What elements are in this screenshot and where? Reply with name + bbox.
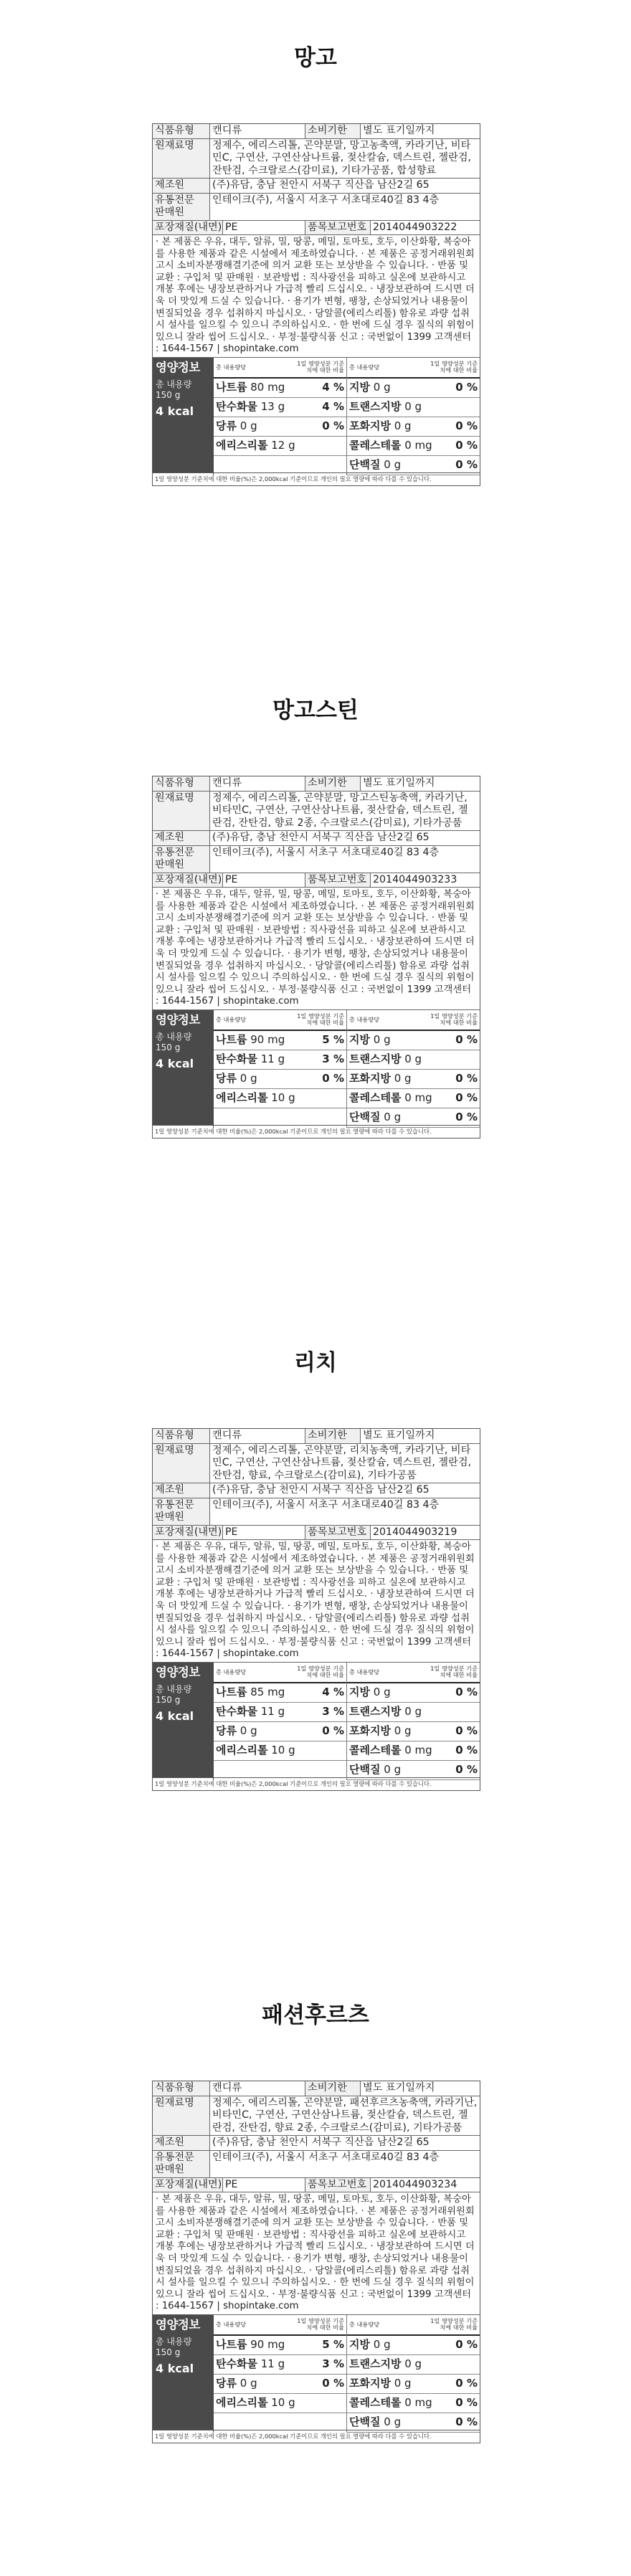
- seller-value: 인테이크(주), 서울시 서초구 서초대로40길 83 4층: [212, 846, 440, 858]
- label-row-packaging: [153, 2178, 480, 2193]
- nutrient-percent: 4 %: [322, 1686, 344, 1699]
- nutrient-name: 트랜스지방: [349, 2357, 402, 2371]
- nutrient-name: 지방: [349, 2338, 370, 2352]
- nutrient-percent: 0 %: [322, 2377, 344, 2390]
- nutrient-amount: 0 mg: [404, 2396, 432, 2410]
- food-type-value: 캔디류: [212, 777, 242, 789]
- packaging-label: 포장재질(내면): [153, 221, 223, 235]
- nutrient-row: [214, 379, 346, 398]
- nutrition-title: 영양정보: [156, 1012, 200, 1027]
- calories: 4 kcal: [156, 404, 194, 419]
- packaging-label: 포장재질(내면): [153, 1526, 223, 1540]
- report-number-label: 품목보고번호: [305, 1526, 371, 1540]
- food-label: [152, 123, 480, 486]
- nutrition-footnote: 1일 영양성분 기준치에 대한 비율(%)은 2,000kcal 기준이므로 개인의 필요 열량에 따라 다를 수 있습니다.: [153, 1777, 480, 1790]
- label-row-maker: [153, 2136, 480, 2151]
- expiry-value: 별도 표기일까지: [363, 1430, 435, 1441]
- caution-notice: · 본 제품은 우유, 대두, 알류, 밀, 땅콩, 메밀, 토마토, 호두, 이산화황, 복숭아를 사용한 제품과 같은 시설에서 제조하였습니다. · 본 제품은 공정거래위원회고시 소비자분쟁해결기준에 의거 교환 또는 보상받을 수 있습니다. · 반품 및 교환 : 구입처 및 판매원 · 보관방법 : 직사광선을 피하고 실온에 보관하시고 개봉 후에는 냉장보관하거나 가급적 빨리 드십시오. · 냉장보관하여 드시면 더욱 더 맛있게 드실 수 있습니다. · 용기가 변형, 팽창, 손상되었거나 내용물이 변질되었을 경우 섭취하지 마십시오. · 당알콜(에리스리톨) 함유로 과량 섭취 시 설사를 일으킬 수 있으니 주의하십시오. · 한 번에 드실 경우 질식의 위험이 있으니 잘라 씹어 드십시오. · 부정·불량식품 신고 : 국번없이 1399 고객센터 : 1644-1567 | shopintake.com: [153, 235, 480, 358]
- nutrient-name: 에리스리톨: [216, 439, 268, 452]
- nutrient-amount: 0 mg: [404, 1091, 432, 1105]
- nutrition-footnote: 1일 영양성분 기준치에 대한 비율(%)은 2,000kcal 기준이므로 개인의 필요 열량에 따라 다를 수 있습니다.: [153, 2430, 480, 2443]
- nutrient-row: [214, 1741, 346, 1761]
- nutrient-percent: 0 %: [322, 419, 344, 433]
- nutrient-column-header: [214, 1010, 346, 1031]
- packaging-value: PE: [225, 2178, 238, 2190]
- maker-label: 제조원: [153, 831, 210, 845]
- expiry-label: 소비기한: [305, 776, 361, 791]
- nutrient-percent: 3 %: [322, 1705, 344, 1719]
- nutrient-name: 당류: [216, 1724, 237, 1738]
- maker-value: (주)유담, 충남 천안시 서북구 직산읍 남산2길 65: [212, 832, 430, 843]
- maker-value: (주)유담, 충남 천안시 서북구 직산읍 남산2길 65: [212, 179, 430, 191]
- nutrient-amount: 0 g: [404, 2357, 422, 2371]
- nutrient-row: [214, 1031, 346, 1050]
- report-number-value: 2014044903234: [373, 2178, 457, 2190]
- report-number-label: 품목보고번호: [305, 2178, 371, 2192]
- nutrient-column-left: [214, 2315, 346, 2433]
- seller-value: 인테이크(주), 서울시 서초구 서초대로40길 83 4층: [212, 2151, 440, 2163]
- nutrient-column-header: [347, 1010, 480, 1031]
- product-title: 리치: [294, 1350, 337, 1376]
- total-amount: 총 내용량 150 g: [156, 379, 192, 401]
- nutrient-name: 에리스리톨: [216, 1744, 268, 1757]
- label-row-seller: [153, 194, 480, 221]
- nutrient-column-right: [346, 1663, 480, 1780]
- nutrient-row: [347, 1761, 480, 1780]
- food-type-label: 식품유형: [153, 124, 210, 138]
- nutrition-facts: [153, 2315, 480, 2430]
- nutrient-percent: 3 %: [322, 1052, 344, 1066]
- total-amount: 총 내용량 150 g: [156, 2337, 192, 2358]
- nutrient-name: 탄수화물: [216, 1705, 257, 1719]
- food-type-value: 캔디류: [212, 1430, 242, 1441]
- nutrient-amount: 90 mg: [250, 2338, 285, 2352]
- calories: 4 kcal: [156, 2362, 194, 2376]
- nutrient-percent: 0 %: [322, 1072, 344, 1085]
- nutrient-amount: 11 g: [260, 1705, 285, 1719]
- nutrient-percent: 0 %: [455, 1686, 478, 1699]
- calories: 4 kcal: [156, 1057, 194, 1071]
- label-row-ingredients: [153, 792, 480, 832]
- per-total-label: 총 내용량당: [216, 363, 247, 371]
- food-type-label: 식품유형: [153, 2081, 210, 2096]
- nutrient-percent: 0 %: [455, 2396, 478, 2410]
- nutrient-row: [347, 417, 480, 437]
- label-row-packaging: [153, 221, 480, 236]
- nutrient-amount: 0 g: [373, 2338, 391, 2352]
- nutrient-name: 포화지방: [349, 419, 391, 433]
- label-row-seller: [153, 2151, 480, 2178]
- ingredients-value: 정제수, 에리스리톨, 곤약분말, 패션후르츠농축액, 카라기난, 비타민C, 구연산, 구연산삼나트륨, 젖산칼슘, 덱스트린, 젤란검, 잔탄검, 향료 2종, 수크랄로스(감미료), 기타가공품: [212, 2096, 478, 2134]
- nutrient-amount: 0 g: [384, 458, 402, 472]
- nutrient-name: 포화지방: [349, 1072, 391, 1085]
- food-type-label: 식품유형: [153, 776, 210, 791]
- nutrition-facts: [153, 1663, 480, 1777]
- seller-value: 인테이크(주), 서울시 서초구 서초대로40길 83 4층: [212, 1498, 440, 1511]
- nutrient-amount: 0 g: [239, 2377, 257, 2390]
- label-row-food-type: [153, 776, 480, 792]
- nutrient-row: [347, 398, 480, 417]
- ingredients-label: 원재료명: [153, 2096, 210, 2136]
- caution-notice: · 본 제품은 우유, 대두, 알류, 밀, 땅콩, 메밀, 토마토, 호두, 이산화황, 복숭아를 사용한 제품과 같은 시설에서 제조하였습니다. · 본 제품은 공정거래위원회고시 소비자분쟁해결기준에 의거 교환 또는 보상받을 수 있습니다. · 반품 및 교환 : 구입처 및 판매원 · 보관방법 : 직사광선을 피하고 실온에 보관하시고 개봉 후에는 냉장보관하거나 가급적 빨리 드십시오. · 냉장보관하여 드시면 더욱 더 맛있게 드실 수 있습니다. · 용기가 변형, 팽창, 손상되었거나 내용물이 변질되었을 경우 섭취하지 마십시오. · 당알콜(에리스리톨) 함유로 과량 섭취 시 설사를 일으킬 수 있으니 주의하십시오. · 한 번에 드실 경우 질식의 위험이 있으니 잘라 씹어 드십시오. · 부정·불량식품 신고 : 국번없이 1399 고객센터 : 1644-1567 | shopintake.com: [153, 888, 480, 1010]
- nutrient-amount: 0 g: [404, 400, 422, 414]
- nutrient-percent: 0 %: [455, 1072, 478, 1085]
- nutrient-name: 에리스리톨: [216, 1091, 268, 1105]
- expiry-value: 별도 표기일까지: [363, 2082, 435, 2093]
- nutrient-name: 탄수화물: [216, 1052, 257, 1066]
- nutrient-column-left: [214, 1010, 346, 1128]
- daily-value-label: 1일 영양성분 기준치에 대한 비율: [297, 1665, 344, 1679]
- label-row-food-type: [153, 1429, 480, 1444]
- nutrient-name: 나트륨: [216, 381, 247, 394]
- nutrient-percent: 0 %: [455, 1744, 478, 1757]
- nutrient-amount: 80 mg: [250, 381, 285, 394]
- nutrient-row: [214, 1683, 346, 1703]
- nutrition-facts: [153, 358, 480, 472]
- nutrient-amount: 0 g: [239, 1724, 257, 1738]
- nutrient-row: [347, 1741, 480, 1761]
- label-row-seller: [153, 846, 480, 873]
- nutrient-amount: 0 g: [404, 1052, 422, 1066]
- nutrient-amount: 0 g: [394, 1724, 412, 1738]
- label-row-ingredients: [153, 1444, 480, 1484]
- nutrition-title: 영양정보: [156, 1665, 200, 1679]
- packaging-label: 포장재질(내면): [153, 2178, 223, 2192]
- daily-value-label: 1일 영양성분 기준치에 대한 비율: [297, 2317, 344, 2332]
- nutrient-amount: 10 g: [271, 2396, 295, 2410]
- nutrient-name: 에리스리톨: [216, 2396, 268, 2410]
- per-total-label: 총 내용량당: [349, 1015, 380, 1023]
- nutrient-amount: 0 mg: [404, 1744, 432, 1757]
- nutrient-name: 트랜스지방: [349, 400, 402, 414]
- nutrient-name: 탄수화물: [216, 2357, 257, 2371]
- nutrition-summary: [153, 358, 213, 472]
- food-type-value: 캔디류: [212, 125, 242, 136]
- nutrient-percent: 0 %: [322, 1724, 344, 1738]
- nutrient-row: [347, 1050, 480, 1070]
- nutrient-percent: 0 %: [455, 1724, 478, 1738]
- nutrient-row: [214, 398, 346, 417]
- seller-value: 인테이크(주), 서울시 서초구 서초대로40길 83 4층: [212, 194, 440, 206]
- nutrient-amount: 85 mg: [250, 1686, 285, 1699]
- nutrient-row: [347, 456, 480, 475]
- label-row-packaging: [153, 873, 480, 888]
- nutrition-summary: [153, 1010, 213, 1125]
- nutrient-name: 트랜스지방: [349, 1705, 402, 1719]
- nutrient-percent: 0 %: [455, 1033, 478, 1047]
- ingredients-label: 원재료명: [153, 792, 210, 831]
- daily-value-label: 1일 영양성분 기준치에 대한 비율: [430, 1012, 478, 1027]
- product-title: 망고스틴: [272, 698, 359, 723]
- nutrient-row: [214, 2336, 346, 2355]
- nutrient-percent: 0 %: [455, 381, 478, 394]
- nutrient-row: [347, 2336, 480, 2355]
- nutrient-column-header: [347, 2315, 480, 2336]
- food-label: [152, 776, 480, 1139]
- nutrient-percent: 0 %: [455, 458, 478, 472]
- nutrient-amount: 13 g: [260, 400, 285, 414]
- nutrient-name: 콜레스테롤: [349, 1091, 402, 1105]
- ingredients-value: 정제수, 에리스리톨, 곤약분말, 망고스틴농축액, 카라기난, 비타민C, 구연산, 구연산삼나트륨, 젖산칼슘, 덱스트린, 젤란검, 잔탄검, 향료 2종, 수크랄로스(감미료), 기타가공품: [212, 792, 468, 829]
- nutrient-row: [347, 2394, 480, 2413]
- nutrient-row: [347, 1683, 480, 1703]
- per-total-label: 총 내용량당: [216, 1015, 247, 1023]
- nutrient-amount: 0 g: [373, 1686, 391, 1699]
- caution-notice: · 본 제품은 우유, 대두, 알류, 밀, 땅콩, 메밀, 토마토, 호두, 이산화황, 복숭아를 사용한 제품과 같은 시설에서 제조하였습니다. · 본 제품은 공정거래위원회고시 소비자분쟁해결기준에 의거 교환 또는 보상받을 수 있습니다. · 반품 및 교환 : 구입처 및 판매원 · 보관방법 : 직사광선을 피하고 실온에 보관하시고 개봉 후에는 냉장보관하거나 가급적 빨리 드십시오. · 냉장보관하여 드시면 더욱 더 맛있게 드실 수 있습니다. · 용기가 변형, 팽창, 손상되었거나 내용물이 변질되었을 경우 섭취하지 마십시오. · 당알콜(에리스리톨) 함유로 과량 섭취 시 설사를 일으킬 수 있으니 주의하십시오. · 한 번에 드실 경우 질식의 위험이 있으니 잘라 씹어 드십시오. · 부정·불량식품 신고 : 국번없이 1399 고객센터 : 1644-1567 | shopintake.com: [153, 1540, 480, 1663]
- nutrient-column-left: [214, 1663, 346, 1780]
- nutrient-column-header: [214, 358, 346, 379]
- expiry-value: 별도 표기일까지: [363, 777, 435, 789]
- packaging-value: PE: [225, 1526, 238, 1538]
- daily-value-label: 1일 영양성분 기준치에 대한 비율: [430, 1665, 478, 1679]
- nutrient-row: [214, 1089, 346, 1108]
- nutrient-column-left: [214, 358, 346, 475]
- nutrient-name: 지방: [349, 381, 370, 394]
- per-total-label: 총 내용량당: [349, 363, 380, 371]
- daily-value-label: 1일 영양성분 기준치에 대한 비율: [297, 360, 344, 374]
- nutrient-row: [347, 1070, 480, 1089]
- nutrient-name: 나트륨: [216, 2338, 247, 2352]
- ingredients-label: 원재료명: [153, 139, 210, 179]
- nutrient-row: [214, 1050, 346, 1070]
- nutrient-name: 지방: [349, 1686, 370, 1699]
- seller-label: 유통전문 판매원: [153, 2151, 210, 2177]
- nutrient-percent: 0 %: [455, 1763, 478, 1777]
- nutrient-name: 탄수화물: [216, 400, 257, 414]
- food-label: [152, 2081, 480, 2443]
- total-amount: 총 내용량 150 g: [156, 1032, 192, 1053]
- nutrient-row: [347, 1722, 480, 1741]
- maker-value: (주)유담, 충남 천안시 서북구 직산읍 남산2길 65: [212, 1484, 430, 1496]
- nutrient-name: 콜레스테롤: [349, 439, 402, 452]
- nutrient-row: [214, 2375, 346, 2394]
- nutrient-column-right: [346, 1010, 480, 1128]
- nutrient-amount: 0 g: [394, 419, 412, 433]
- nutrient-percent: 3 %: [322, 2357, 344, 2371]
- nutrient-name: 단백질: [349, 1111, 381, 1124]
- nutrient-name: 콜레스테롤: [349, 2396, 402, 2410]
- nutrient-row: [347, 2375, 480, 2394]
- nutrient-row: [347, 1703, 480, 1722]
- nutrient-amount: 0 g: [384, 1763, 402, 1777]
- nutrient-amount: 0 g: [394, 1072, 412, 1085]
- nutrient-amount: 0 g: [394, 2377, 412, 2390]
- nutrient-amount: 90 mg: [250, 1033, 285, 1047]
- maker-label: 제조원: [153, 2136, 210, 2150]
- nutrient-percent: 4 %: [322, 381, 344, 394]
- per-total-label: 총 내용량당: [216, 2320, 247, 2328]
- nutrient-column-header: [347, 1663, 480, 1683]
- nutrient-column-header: [214, 1663, 346, 1683]
- nutrient-amount: 0 g: [373, 1033, 391, 1047]
- nutrient-amount: 0 g: [404, 1705, 422, 1719]
- label-row-seller: [153, 1498, 480, 1526]
- nutrition-footnote: 1일 영양성분 기준치에 대한 비율(%)은 2,000kcal 기준이므로 개인의 필요 열량에 따라 다를 수 있습니다.: [153, 472, 480, 485]
- nutrient-percent: 4 %: [322, 400, 344, 414]
- nutrient-name: 지방: [349, 1033, 370, 1047]
- maker-label: 제조원: [153, 1483, 210, 1498]
- nutrition-summary: [153, 2315, 213, 2430]
- nutrient-row: [214, 1703, 346, 1722]
- nutrient-amount: 0 g: [373, 381, 391, 394]
- nutrient-row: [347, 2355, 480, 2375]
- nutrient-amount: 12 g: [271, 439, 295, 452]
- report-number-label: 품목보고번호: [305, 873, 371, 888]
- per-total-label: 총 내용량당: [216, 1668, 247, 1676]
- nutrient-percent: 0 %: [455, 2377, 478, 2390]
- report-number-value: 2014044903222: [373, 221, 457, 233]
- nutrient-row: [347, 2413, 480, 2433]
- nutrient-row: [214, 2394, 346, 2413]
- nutrient-row: [214, 437, 346, 456]
- nutrient-amount: 11 g: [260, 1052, 285, 1066]
- label-row-ingredients: [153, 139, 480, 179]
- total-amount: 총 내용량 150 g: [156, 1684, 192, 1706]
- per-total-label: 총 내용량당: [349, 1668, 380, 1676]
- packaging-label: 포장재질(내면): [153, 873, 223, 888]
- label-row-maker: [153, 831, 480, 846]
- nutrient-amount: 11 g: [260, 2357, 285, 2371]
- nutrient-name: 나트륨: [216, 1033, 247, 1047]
- nutrition-title: 영양정보: [156, 360, 200, 374]
- maker-value: (주)유담, 충남 천안시 서북구 직산읍 남산2길 65: [212, 2137, 430, 2148]
- food-type-value: 캔디류: [212, 2082, 242, 2093]
- nutrient-row: [347, 1108, 480, 1128]
- report-number-value: 2014044903219: [373, 1526, 457, 1538]
- label-row-food-type: [153, 2081, 480, 2096]
- report-number-value: 2014044903233: [373, 873, 457, 885]
- per-total-label: 총 내용량당: [349, 2320, 380, 2328]
- packaging-value: PE: [225, 873, 238, 885]
- daily-value-label: 1일 영양성분 기준치에 대한 비율: [297, 1012, 344, 1027]
- nutrient-row: [347, 1089, 480, 1108]
- seller-label: 유통전문 판매원: [153, 1498, 210, 1525]
- nutrient-percent: 0 %: [455, 2338, 478, 2352]
- nutrient-percent: 5 %: [322, 2338, 344, 2352]
- calories: 4 kcal: [156, 1709, 194, 1724]
- report-number-label: 품목보고번호: [305, 221, 371, 235]
- nutrient-row: [214, 1722, 346, 1741]
- nutrient-percent: 0 %: [455, 1111, 478, 1124]
- expiry-label: 소비기한: [305, 124, 361, 138]
- seller-label: 유통전문 판매원: [153, 846, 210, 873]
- maker-label: 제조원: [153, 179, 210, 193]
- nutrient-name: 콜레스테롤: [349, 1744, 402, 1757]
- nutrient-row: [214, 2355, 346, 2375]
- nutrient-name: 포화지방: [349, 1724, 391, 1738]
- nutrient-amount: 0 g: [384, 1111, 402, 1124]
- nutrient-column-header: [347, 358, 480, 379]
- nutrition-title: 영양정보: [156, 2317, 200, 2332]
- nutrient-row: [214, 1070, 346, 1089]
- nutrient-name: 당류: [216, 419, 237, 433]
- nutrient-name: 당류: [216, 2377, 237, 2390]
- expiry-label: 소비기한: [305, 2081, 361, 2096]
- daily-value-label: 1일 영양성분 기준치에 대한 비율: [430, 360, 478, 374]
- nutrient-amount: 10 g: [271, 1091, 295, 1105]
- nutrient-row: [347, 437, 480, 456]
- nutrient-name: 나트륨: [216, 1686, 247, 1699]
- nutrient-amount: 10 g: [271, 1744, 295, 1757]
- nutrient-row: [347, 1031, 480, 1050]
- nutrient-row: [347, 379, 480, 398]
- expiry-value: 별도 표기일까지: [363, 125, 435, 136]
- nutrient-percent: 0 %: [455, 439, 478, 452]
- nutrient-percent: 0 %: [455, 419, 478, 433]
- ingredients-label: 원재료명: [153, 1444, 210, 1483]
- label-row-maker: [153, 179, 480, 194]
- nutrient-percent: 0 %: [455, 2415, 478, 2429]
- nutrient-amount: 0 g: [384, 2415, 402, 2429]
- nutrition-facts: [153, 1010, 480, 1125]
- nutrient-amount: 0 mg: [404, 439, 432, 452]
- nutrient-name: 단백질: [349, 458, 381, 472]
- packaging-value: PE: [225, 221, 238, 233]
- nutrient-percent: 0 %: [455, 1091, 478, 1105]
- nutrient-name: 포화지방: [349, 2377, 391, 2390]
- ingredients-value: 정제수, 에리스리톨, 곤약분말, 리치농축액, 카라기난, 비타민C, 구연산, 구연산삼나트륨, 젖산칼슘, 덱스트린, 젤란검, 잔탄검, 향료, 수크랄로스(감미료), 기타가공품: [212, 1444, 472, 1481]
- nutrient-column-right: [346, 2315, 480, 2433]
- nutrient-name: 단백질: [349, 1763, 381, 1777]
- nutrient-column-right: [346, 358, 480, 475]
- nutrient-name: 당류: [216, 1072, 237, 1085]
- product-title: 패션후르츠: [262, 2002, 369, 2028]
- food-label: [152, 1428, 480, 1791]
- nutrient-name: 단백질: [349, 2415, 381, 2429]
- nutrient-column-header: [214, 2315, 346, 2336]
- label-row-packaging: [153, 1526, 480, 1541]
- label-row-food-type: [153, 124, 480, 139]
- expiry-label: 소비기한: [305, 1429, 361, 1443]
- label-row-maker: [153, 1483, 480, 1498]
- nutrient-amount: 0 g: [239, 419, 257, 433]
- food-type-label: 식품유형: [153, 1429, 210, 1443]
- nutrient-percent: 5 %: [322, 1033, 344, 1047]
- ingredients-value: 정제수, 에리스리톨, 곤약분말, 망고농축액, 카라기난, 비타민C, 구연산, 구연산삼나트륨, 젖산칼슘, 덱스트린, 젤란검, 잔탄검, 수크랄로스(감미료), 기타가공품, 합성향료: [212, 139, 472, 176]
- caution-notice: · 본 제품은 우유, 대두, 알류, 밀, 땅콩, 메밀, 토마토, 호두, 이산화황, 복숭아를 사용한 제품과 같은 시설에서 제조하였습니다. · 본 제품은 공정거래위원회고시 소비자분쟁해결기준에 의거 교환 또는 보상받을 수 있습니다. · 반품 및 교환 : 구입처 및 판매원 · 보관방법 : 직사광선을 피하고 실온에 보관하시고 개봉 후에는 냉장보관하거나 가급적 빨리 드십시오. · 냉장보관하여 드시면 더욱 더 맛있게 드실 수 있습니다. · 용기가 변형, 팽창, 손상되었거나 내용물이 변질되었을 경우 섭취하지 마십시오. · 당알콜(에리스리톨) 함유로 과량 섭취 시 설사를 일으킬 수 있으니 주의하십시오. · 한 번에 드실 경우 질식의 위험이 있으니 잘라 씹어 드십시오. · 부정·불량식품 신고 : 국번없이 1399 고객센터 : 1644-1567 | shopintake.com: [153, 2192, 480, 2315]
- nutrition-summary: [153, 1663, 213, 1777]
- nutrient-row: [214, 417, 346, 437]
- daily-value-label: 1일 영양성분 기준치에 대한 비율: [430, 2317, 478, 2332]
- nutrient-amount: 0 g: [239, 1072, 257, 1085]
- label-row-ingredients: [153, 2096, 480, 2137]
- product-title: 망고: [294, 45, 337, 71]
- nutrition-footnote: 1일 영양성분 기준치에 대한 비율(%)은 2,000kcal 기준이므로 개인의 필요 열량에 따라 다를 수 있습니다.: [153, 1125, 480, 1138]
- seller-label: 유통전문 판매원: [153, 194, 210, 220]
- nutrient-name: 트랜스지방: [349, 1052, 402, 1066]
